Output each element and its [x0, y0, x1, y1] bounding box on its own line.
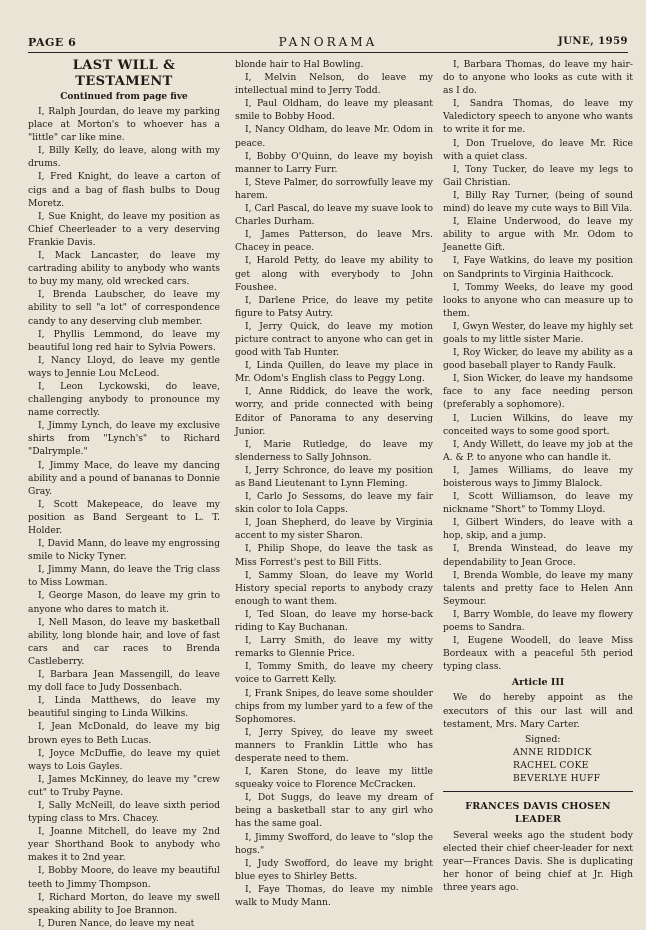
bequest-paragraph: I, Tommy Weeks, do leave my good looks to anyone who can measure up to them.	[443, 281, 633, 319]
bequest-paragraph: I, Tommy Smith, do leave my cheery voice to Garrett Kelly.	[235, 661, 433, 686]
bequest-paragraph: I, Jerry Schronce, do leave my position as Band Lieutenant to Lynn Fleming.	[235, 464, 433, 489]
bequest-paragraph: I, Carlo Jo Sessoms, do leave my fair skin color to Iola Capps.	[235, 491, 433, 516]
bequest-paragraph: I, Brenda Winstead, do leave my dependability to Jean Groce.	[443, 543, 633, 568]
bequest-paragraph: I, Barbara Thomas, do leave my hair-do to anyone who looks as cute with it as I do.	[443, 59, 633, 97]
bequest-paragraph: I, Fred Knight, do leave a carton of cigs and a bag of flash bulbs to Doug Moretz.	[28, 171, 220, 209]
bequest-paragraph: I, Don Truelove, do leave Mr. Rice with a quiet class.	[443, 137, 633, 162]
newspaper-name: PANORAMA	[278, 35, 378, 49]
bequest-paragraph: I, James Patterson, do leave Mrs. Chacey in peace.	[235, 229, 433, 254]
bequest-paragraph: I, Frank Snipes, do leave some shoulder chips from my lumber yard to a few of the Sophomores.	[235, 687, 433, 725]
bequest-paragraph: I, Joyce McDuffie, do leave my quiet ways to Lois Gayles.	[28, 747, 220, 772]
bequest-paragraph: I, Nancy Lloyd, do leave my gentle ways to Jennie Lou McLeod.	[28, 354, 220, 379]
bequest-paragraph: blonde hair to Hal Bowling.	[235, 59, 364, 70]
article-3-text: We do hereby appoint as the executors of this our last will and testament, Mrs. Mary Carter.	[443, 692, 633, 730]
bequest-paragraph: I, Eugene Woodell, do leave Miss Bordeaux with a peaceful 5th period typing class.	[443, 635, 633, 673]
bequest-paragraph: I, Linda Matthews, do leave my beautiful singing to Linda Wilkins.	[28, 695, 220, 720]
bequest-paragraph: I, Lucien Wilkins, do leave my conceited ways to some good sport.	[443, 412, 633, 437]
signers	[443, 746, 633, 785]
bequest-paragraph: I, Jimmy Mace, do leave my dancing ability and a pound of bananas to Donnie Gray.	[28, 459, 220, 497]
bequest-paragraph: I, Sue Knight, do leave my position as Chief Cheerleader to a very deserving Frankie Davis.	[28, 210, 220, 248]
bequest-paragraph: I, Barry Womble, do leave my flowery poems to Sandra.	[443, 608, 633, 634]
bequest-paragraph: I, Marie Rutledge, do leave my slenderness to Sally Johnson.	[235, 438, 433, 463]
bequest-paragraph: I, Richard Morton, do leave my swell speaking ability to Joe Brannon.	[28, 891, 220, 916]
bequest-paragraph: I, Faye Watkins, do leave my position on Sandprints to Virginia Haithcock.	[443, 255, 633, 280]
bequest-list-2	[235, 58, 433, 909]
bequest-paragraph: I, Jerry Quick, do leave my motion picture contract to anyone who can get in good with Tab Hunter.	[235, 320, 433, 359]
bequest-paragraph: I, Larry Smith, do leave my witty remarks to Glennie Price.	[235, 635, 433, 660]
bequest-paragraph: I, Billy Ray Turner, (being of sound mind) do leave my cute ways to Bill Vila.	[443, 189, 633, 215]
bequest-paragraph: I, Brenda Laubscher, do leave my ability to sell "a lot" of correspondence candy to any deserving club member.	[28, 289, 220, 327]
bequest-paragraph: I, Philip Shope, do leave the task as Miss Forrest's pest to Bill Fitts.	[235, 543, 433, 568]
continued-note: Continued from page five	[60, 92, 188, 102]
bequest-paragraph: I, Jean McDonald, do leave my big brown eyes to Beth Lucas.	[28, 721, 220, 746]
bequest-paragraph: I, Jimmy Mann, do leave the Trig class to Miss Lowman.	[28, 564, 220, 589]
column-2	[235, 58, 433, 908]
bequest-paragraph: I, Billy Kelly, do leave, along with my drums.	[28, 145, 220, 170]
bequest-paragraph: I, Sandra Thomas, do leave my Valedictory speech to anyone who wants to write it for me.	[443, 98, 633, 136]
bequest-paragraph: I, Roy Wicker, do leave my ability as a good baseball player to Randy Faulk.	[443, 347, 633, 372]
bequest-paragraph: I, Sammy Sloan, do leave my World History special reports to anybody crazy enough to want them.	[235, 569, 433, 607]
bequest-paragraph: I, Scott Williamson, do leave my nickname "Short" to Tommy Lloyd.	[443, 491, 633, 516]
bequest-paragraph: I, Brenda Womble, do leave my many talents and pretty face to Helen Ann Seymour.	[443, 569, 633, 607]
bequest-paragraph: I, Nancy Oldham, do leave Mr. Odom in peace.	[235, 124, 433, 149]
bequest-paragraph: I, Anne Riddick, do leave the work, worry, and pride connected with being Editor of Panorama to any deserving Junior.	[235, 386, 433, 437]
section-divider	[443, 791, 633, 792]
issue-date: JUNE, 1959	[557, 36, 628, 47]
article-3-heading: Article III	[511, 677, 565, 689]
bequest-paragraph: I, Bobby O'Quinn, do leave my boyish manner to Larry Furr.	[235, 150, 433, 175]
bequest-paragraph: I, Darlene Price, do leave my petite figure to Patsy Autry.	[235, 294, 433, 319]
bequest-paragraph: I, Duren Nance, do leave my neat	[38, 917, 195, 929]
bequest-paragraph: I, Linda Quillen, do leave my place in Mr. Odom's English class to Peggy Long.	[235, 360, 433, 385]
bequest-paragraph: I, Andy Willett, do leave my job at the A. & P. to anyone who can handle it.	[443, 438, 633, 463]
bequest-paragraph: I, Joanne Mitchell, do leave my 2nd year Shorthand Book to anybody who makes it to 2nd year.	[28, 826, 220, 864]
bequest-paragraph: I, Karen Stone, do leave my little squeaky voice to Florence McCracken.	[235, 766, 433, 791]
signed-label: Signed:	[525, 733, 561, 745]
bequest-paragraph: I, Leon Lyckowski, do leave, challenging anybody to pronounce my name correctly.	[28, 380, 220, 419]
bequest-paragraph: I, Jerry Spivey, do leave my sweet manners to Franklin Little who has desperate need to them.	[235, 726, 433, 764]
bequest-paragraph: I, James McKinney, do leave my "crew cut" to Truby Payne.	[28, 773, 220, 798]
bequest-paragraph: I, Joan Shepherd, do leave by Virginia accent to my sister Sharon.	[235, 517, 433, 542]
bequest-paragraph: I, Bobby Moore, do leave my beautiful teeth to Jimmy Thompson.	[28, 865, 220, 890]
masthead	[28, 32, 628, 53]
bequest-paragraph: I, Scott Makepeace, do leave my position as Band Sergeant to L. T. Holder.	[28, 498, 220, 536]
bequest-paragraph: I, Paul Oldham, do leave my pleasant smile to Bobby Hood.	[235, 98, 433, 123]
signer-name: BEVERLYE HUFF	[513, 772, 601, 784]
signer-name: RACHEL COKE	[513, 759, 589, 771]
bequest-list-1	[28, 105, 220, 930]
bequest-paragraph: I, Ralph Jourdan, do leave my parking place at Morton's to whoever has a "little" car like mine.	[28, 106, 220, 144]
bequest-paragraph: I, Nell Mason, do leave my basketball ability, long blonde hair, and love of fast cars and car races to Brenda Castleberry.	[28, 616, 220, 667]
bequest-paragraph: I, Jimmy Lynch, do leave my exclusive shirts from "Lynch's" to Richard "Dalrymple."	[28, 420, 220, 458]
bequest-paragraph: I, Gwyn Wester, do leave my highly set goals to my little sister Marie.	[443, 320, 634, 345]
cheer-text: Several weeks ago the student body elected their chief cheer-leader for next year—Frances Davis. She is duplicating her honor of being chief at Jr. High three years ago.	[443, 830, 633, 894]
bequest-paragraph: I, Ted Sloan, do leave my horse-back riding to Kay Buchanan.	[235, 608, 433, 634]
bequest-paragraph: I, Judy Swofford, do leave my bright blue eyes to Shirley Betts.	[235, 857, 433, 882]
bequest-list-3	[443, 58, 633, 673]
bequest-paragraph: I, Sally McNeill, do leave sixth period typing class to Mrs. Chacey.	[28, 799, 220, 825]
bequest-paragraph: I, Carl Pascal, do leave my suave look to Charles Durham.	[235, 203, 433, 228]
bequest-paragraph: I, David Mann, do leave my engrossing smile to Nicky Tyner.	[28, 538, 220, 563]
bequest-paragraph: I, George Mason, do leave my grin to anyone who dares to match it.	[28, 590, 220, 615]
bequest-paragraph: I, Jimmy Swofford, do leave to "slop the hogs."	[235, 831, 433, 856]
column-3	[443, 58, 634, 894]
signer-name: ANNE RIDDICK	[513, 746, 592, 758]
bequest-paragraph: I, Barbara Jean Massengill, do leave my doll face to Judy Dossenbach.	[28, 669, 220, 694]
bequest-paragraph: I, Steve Palmer, do sorrowfully leave my harem.	[235, 176, 433, 201]
bequest-paragraph: I, Dot Suggs, do leave my dream of being a basketball star to any girl who has the same goal.	[235, 792, 433, 830]
bequest-paragraph: I, James Williams, do leave my boisterous ways to Jimmy Blalock.	[443, 464, 633, 489]
column-1	[28, 58, 220, 929]
bequest-paragraph: I, Elaine Underwood, do leave my ability to argue with Mr. Odom to Jeanette Gift.	[443, 216, 633, 254]
bequest-paragraph: I, Sion Wicker, do leave my handsome face to any face needing person (preferably a sophomore).	[443, 373, 633, 411]
page-number: PAGE 6	[28, 36, 77, 49]
bequest-paragraph: I, Tony Tucker, do leave my legs to Gail Christian.	[443, 163, 633, 188]
bequest-paragraph: I, Faye Thomas, do leave my nimble walk to Mudy Mann.	[235, 883, 433, 908]
bequest-paragraph: I, Harold Petty, do leave my ability to get along with everybody to John Foushee.	[235, 255, 433, 293]
bequest-paragraph: I, Phyllis Lemmond, do leave my beautiful long red hair to Sylvia Powers.	[28, 328, 220, 353]
bequest-paragraph: I, Melvin Nelson, do leave my intellectual mind to Jerry Todd.	[235, 72, 433, 97]
bequest-paragraph: I, Mack Lancaster, do leave my cartrading ability to anybody who wants to buy my many, old wrecked cars.	[28, 250, 220, 288]
article-title: LAST WILL & TESTAMENT	[72, 58, 176, 89]
cheer-headline: FRANCES DAVIS CHOSEN LEADER	[465, 801, 611, 826]
bequest-paragraph: I, Gilbert Winders, do leave with a hop, skip, and a jump.	[443, 517, 633, 542]
